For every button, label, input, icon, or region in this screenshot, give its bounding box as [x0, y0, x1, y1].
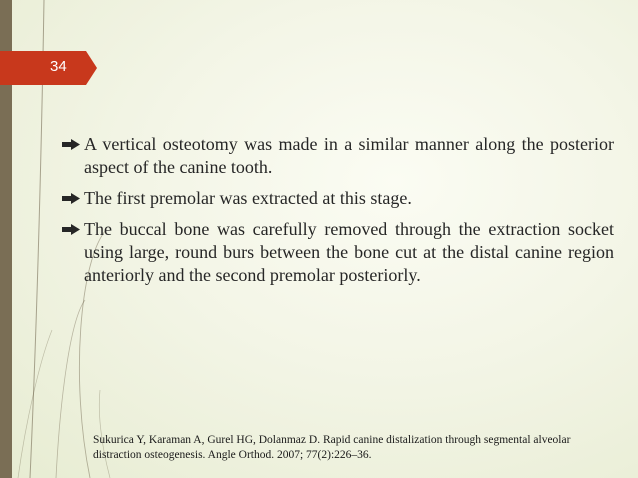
- bullet-item: [62, 187, 614, 210]
- arrow-bullet-icon: [62, 139, 80, 150]
- arrow-bullet-icon: [62, 193, 80, 204]
- bullet-item: [62, 218, 614, 287]
- bullet-item: [62, 133, 614, 179]
- slide-number: 34: [50, 58, 67, 75]
- arrow-bullet-icon: [62, 224, 80, 235]
- bullet-text: A vertical osteotomy was made in a similar manner along the posterior aspect of the canine tooth.: [84, 134, 614, 177]
- slide-number-tab: [0, 51, 97, 85]
- bullet-text: The first premolar was extracted at this stage.: [84, 188, 412, 208]
- bullet-list: [62, 133, 614, 295]
- bullet-text: The buccal bone was carefully removed through the extraction socket using large, round burs between the bone cut at the distal canine region anteriorly and the second premolar posteriorly.: [84, 219, 614, 285]
- citation: Sukurica Y, Karaman A, Gurel HG, Dolanmaz D. Rapid canine distalization through segmental alveolar distraction osteogenesis. Angle Orthod. 2007; 77(2):226–36.: [93, 434, 571, 461]
